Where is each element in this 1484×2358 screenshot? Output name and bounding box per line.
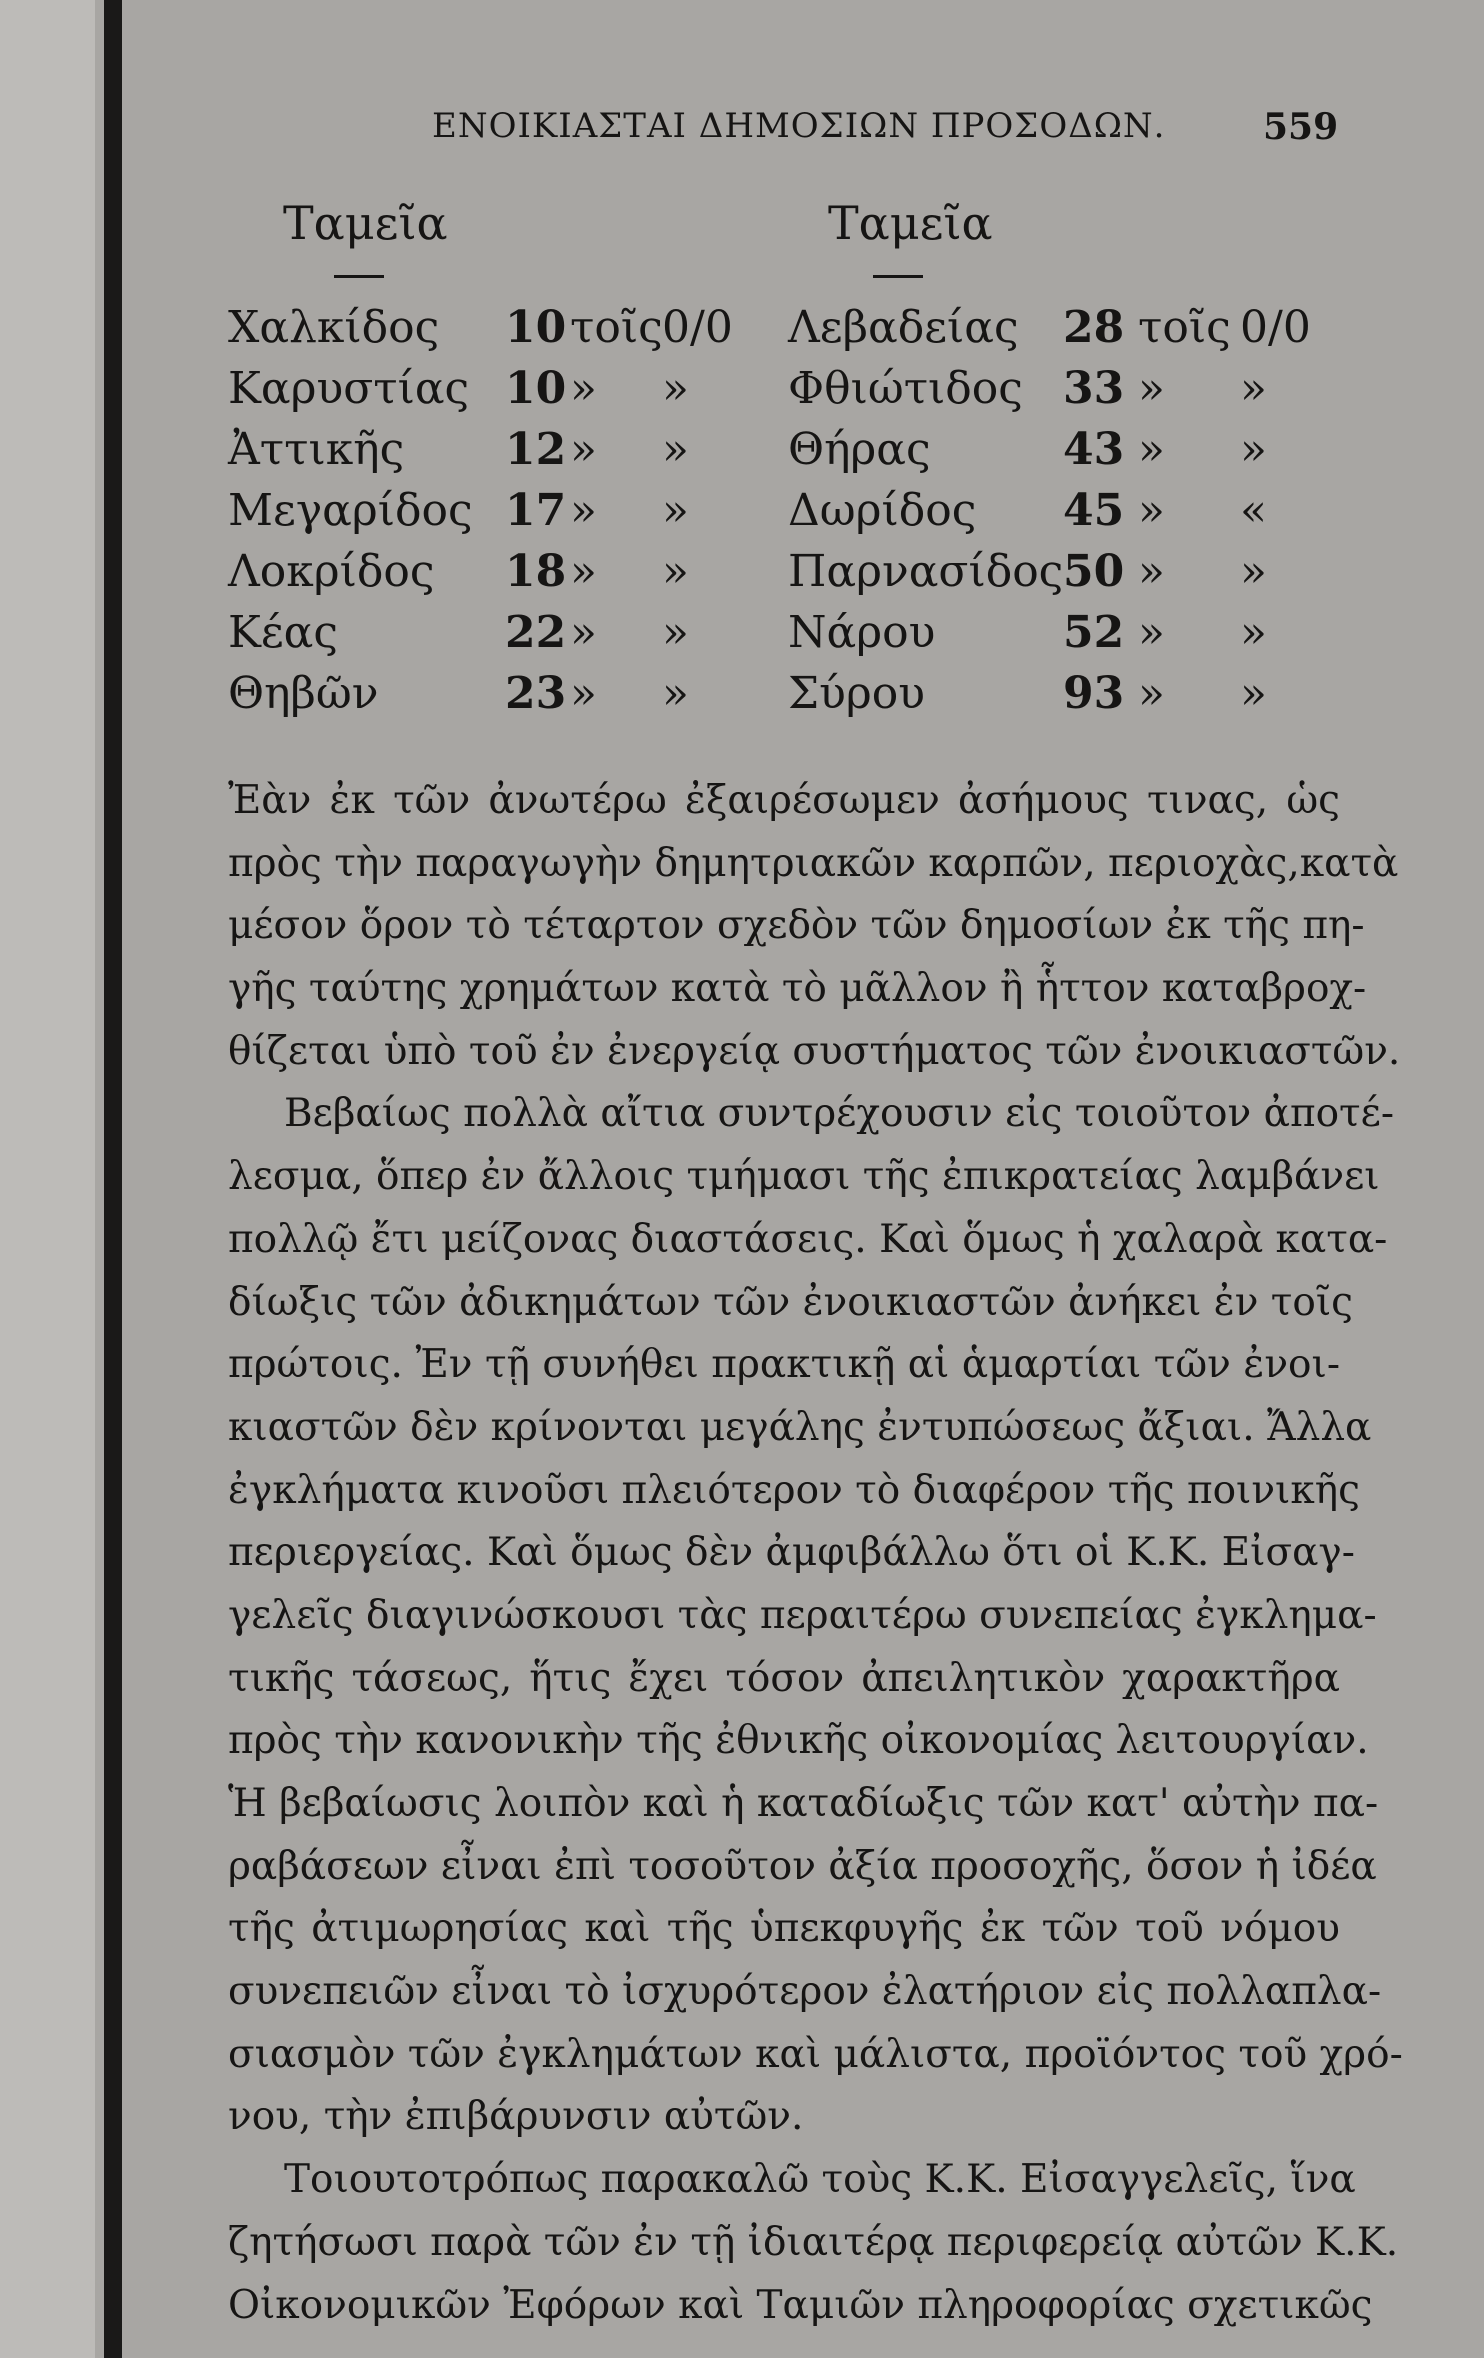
- treasury-name: Ἀττικῆς: [228, 424, 405, 475]
- percent-sign: »: [662, 363, 689, 414]
- body-line: Οἰκονομικῶν Ἐφόρων καὶ Ταμιῶν πληροφορίας σχετικῶς: [228, 2282, 1373, 2328]
- percent-sign: »: [1240, 424, 1267, 475]
- percent-sign: »: [662, 607, 689, 658]
- body-line: Βεβαίως πολλὰ αἴτια συντρέχουσιν εἰς τοιοῦτον ἀποτέ-: [284, 1091, 1395, 1137]
- unit-label: »: [570, 363, 597, 414]
- body-line: γελεῖς διαγινώσκουσι τὰς περαιτέρω συνεπείας ἐγκλημα-: [228, 1592, 1377, 1638]
- percent-sign: »: [662, 485, 689, 536]
- right-table-row: [0, 424, 1484, 484]
- right-table-row: [0, 363, 1484, 423]
- running-header-title: ΕΝΟΙΚΙΑΣΤΑΙ ΔΗΜΟΣΙΩΝ ΠΡΟΣΟΔΩΝ.: [432, 106, 1166, 146]
- percent-sign: »: [1240, 607, 1267, 658]
- treasury-name: Κέας: [228, 607, 339, 658]
- body-line: Ἐὰν ἐκ τῶν ἀνωτέρω ἐξαιρέσωμεν ἀσήμους τινας, ὡς: [228, 778, 1340, 823]
- percent-sign: »: [662, 424, 689, 475]
- percent-sign: 0/0: [662, 302, 733, 353]
- unit-label: »: [1138, 546, 1165, 597]
- body-line: κιαστῶν δὲν κρίνονται μεγάλης ἐντυπώσεως ἄξιαι. Ἄλλα: [228, 1404, 1372, 1450]
- body-line: πρὸς τὴν παραγωγὴν δημητριακῶν καρπῶν, περιοχὰς,κατὰ: [228, 840, 1399, 886]
- percentage-value: 22: [505, 607, 567, 658]
- body-line: μέσον ὅρον τὸ τέταρτον σχεδὸν τῶν δημοσίων ἐκ τῆς πη-: [228, 903, 1365, 949]
- treasury-name: Χαλκίδος: [228, 302, 440, 353]
- percent-sign: »: [1240, 668, 1267, 719]
- percentage-value: 93: [1063, 668, 1125, 719]
- percentage-value: 50: [1063, 546, 1125, 597]
- percentage-value: 45: [1063, 485, 1125, 536]
- body-line: δίωξις τῶν ἀδικημάτων τῶν ἐνοικιαστῶν ἀνήκει ἐν τοῖς: [228, 1279, 1353, 1325]
- percentage-value: 17: [505, 485, 567, 536]
- treasury-name: Σύρου: [788, 668, 925, 719]
- right-table-row: [0, 546, 1484, 606]
- left-heading-rule: [334, 275, 384, 278]
- body-text: [228, 770, 1403, 2337]
- percentage-value: 23: [505, 668, 567, 719]
- percentage-value: 10: [505, 363, 567, 414]
- left-column-heading: Ταμεῖα: [283, 196, 448, 250]
- body-line: συνεπειῶν εἶναι τὸ ἰσχυρότερον ἐλατήριον εἰς πολλαπλα-: [228, 1969, 1382, 2015]
- treasury-name: Καρυστίας: [228, 363, 470, 414]
- percent-sign: 0/0: [1240, 302, 1311, 353]
- treasury-name: Λοκρίδος: [228, 546, 435, 597]
- body-line: λεσμα, ὅπερ ἐν ἄλλοις τμήμασι τῆς ἐπικρατείας λαμβάνει: [228, 1154, 1380, 1200]
- unit-label: τοῖς: [570, 302, 663, 353]
- percent-sign: »: [1240, 546, 1267, 597]
- treasury-name: Φθιώτιδος: [788, 363, 1023, 414]
- body-line: τικῆς τάσεως, ἥτις ἔχει τόσον ἀπειλητικὸν χαρακτῆρα: [228, 1655, 1340, 1701]
- unit-label: »: [1138, 363, 1165, 414]
- percentage-value: 18: [505, 546, 567, 597]
- percentage-value: 12: [505, 424, 567, 475]
- unit-label: »: [570, 424, 597, 475]
- body-line: θίζεται ὑπὸ τοῦ ἐν ἐνεργείᾳ συστήματος τῶν ἐνοικιαστῶν.: [228, 1028, 1401, 1074]
- unit-label: »: [1138, 668, 1165, 719]
- unit-label: »: [1138, 607, 1165, 658]
- body-line: πολλῷ ἔτι μείζονας διαστάσεις. Καὶ ὅμως ἡ χαλαρὰ κατα-: [228, 1216, 1388, 1262]
- unit-label: »: [1138, 485, 1165, 536]
- unit-label: »: [1138, 424, 1165, 475]
- page-number: 559: [1263, 106, 1339, 148]
- treasury-name: Θηβῶν: [228, 668, 379, 719]
- percentage-value: 43: [1063, 424, 1125, 475]
- right-table-row: [0, 485, 1484, 545]
- body-line: ραβάσεων εἶναι ἐπὶ τοσοῦτον ἀξία προσοχῆς, ὅσον ἡ ἰδέα: [228, 1843, 1377, 1889]
- treasury-name: Μεγαρίδος: [228, 485, 473, 536]
- body-line: γῆς ταύτης χρημάτων κατὰ τὸ μᾶλλον ἢ ἧττον καταβροχ-: [228, 966, 1367, 1012]
- percentage-value: 33: [1063, 363, 1125, 414]
- unit-label: τοῖς: [1138, 302, 1231, 353]
- percentage-value: 10: [505, 302, 567, 353]
- right-table-row: [0, 668, 1484, 728]
- percent-sign: «: [1240, 485, 1267, 536]
- treasury-name: Θήρας: [788, 424, 931, 475]
- percent-sign: »: [662, 546, 689, 597]
- percentage-value: 28: [1063, 302, 1125, 353]
- right-table-row: [0, 302, 1484, 362]
- percent-sign: »: [662, 668, 689, 719]
- percentage-value: 52: [1063, 607, 1125, 658]
- body-line: ἐγκλήματα κινοῦσι πλειότερον τὸ διαφέρον τῆς ποινικῆς: [228, 1467, 1360, 1513]
- right-column-heading: Ταμεῖα: [828, 196, 993, 250]
- unit-label: »: [570, 546, 597, 597]
- right-table-row: [0, 607, 1484, 667]
- body-line: τῆς ἀτιμωρησίας καὶ τῆς ὑπεκφυγῆς ἐκ τῶν τοῦ νόμου: [228, 1906, 1340, 1952]
- unit-label: »: [570, 607, 597, 658]
- body-line: Τοιουτοτρόπως παρακαλῶ τοὺς Κ.Κ. Εἰσαγγελεῖς, ἵνα: [284, 2157, 1356, 2203]
- unit-label: »: [570, 485, 597, 536]
- right-heading-rule: [873, 275, 923, 278]
- treasury-name: Δωρίδος: [788, 485, 977, 536]
- treasury-name: Λεβαδείας: [788, 302, 1019, 353]
- body-line: πρώτοις. Ἐν τῇ συνήθει πρακτικῇ αἱ ἁμαρτίαι τῶν ἐνοι-: [228, 1342, 1340, 1388]
- body-line: περιεργείας. Καὶ ὅμως δὲν ἀμφιβάλλω ὅτι οἱ Κ.Κ. Εἰσαγ-: [228, 1530, 1355, 1576]
- body-line: Ἡ βεβαίωσις λοιπὸν καὶ ἡ καταδίωξις τῶν κατ' αὐτὴν πα-: [228, 1781, 1379, 1826]
- unit-label: »: [570, 668, 597, 719]
- treasury-name: Νάρου: [788, 607, 936, 658]
- treasury-name: Παρνασίδος: [788, 546, 1064, 597]
- body-line: σιασμὸν τῶν ἐγκλημάτων καὶ μάλιστα, προϊόντος τοῦ χρό-: [228, 2031, 1403, 2077]
- body-line: νου, τὴν ἐπιβάρυνσιν αὐτῶν.: [228, 2094, 804, 2140]
- percent-sign: »: [1240, 363, 1267, 414]
- body-line: πρὸς τὴν κανονικὴν τῆς ἐθνικῆς οἰκονομίας λειτουργίαν.: [228, 1718, 1369, 1764]
- body-line: ζητήσωσι παρὰ τῶν ἐν τῇ ἰδιαιτέρᾳ περιφερείᾳ αὐτῶν Κ.Κ.: [228, 2219, 1399, 2265]
